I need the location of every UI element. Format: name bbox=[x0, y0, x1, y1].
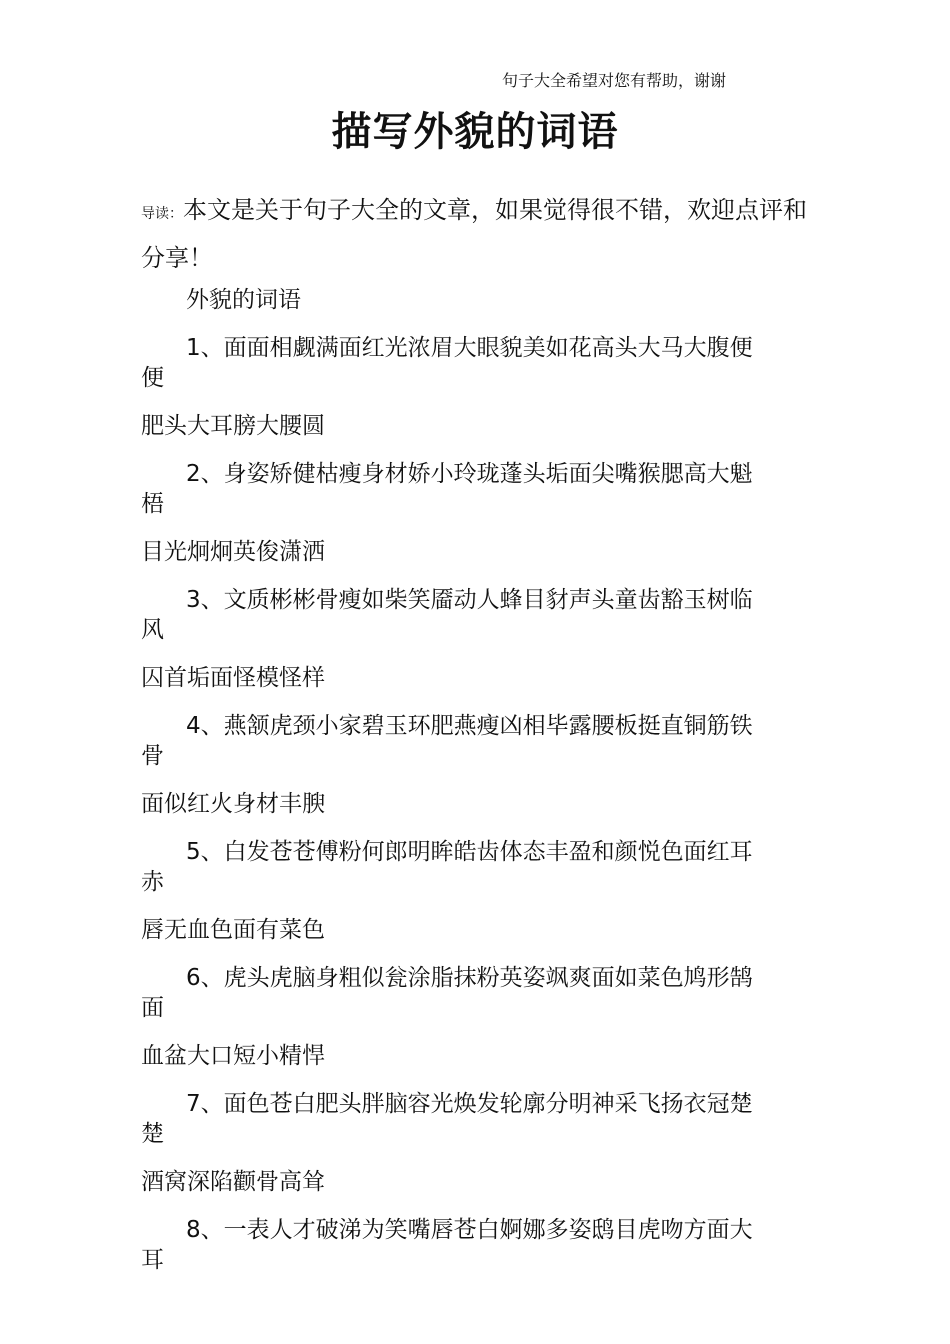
entry-6 bbox=[141, 963, 791, 1071]
entry-8-wrap: 耳 bbox=[141, 1247, 164, 1273]
entry-7 bbox=[141, 1089, 791, 1197]
entry-4-continuation: 面似红火身材丰腴 bbox=[141, 791, 325, 817]
entry-2 bbox=[141, 459, 791, 567]
entry-3-continuation: 囚首垢面怪模怪样 bbox=[141, 665, 325, 691]
entry-7-line: 7、面色苍白肥头胖脑容光焕发轮廓分明神采飞扬衣冠楚 bbox=[186, 1091, 753, 1117]
entry-2-line: 2、身姿矫健枯瘦身材娇小玲珑蓬头垢面尖嘴猴腮高大魁 bbox=[186, 461, 753, 487]
entry-5 bbox=[141, 837, 791, 945]
entry-5-wrap: 赤 bbox=[141, 869, 164, 895]
header-note: 句子大全希望对您有帮助，谢谢 bbox=[502, 73, 727, 90]
intro-lead-label: 导读： bbox=[141, 206, 183, 222]
entry-3 bbox=[141, 585, 791, 693]
entry-3-line: 3、文质彬彬骨瘦如柴笑靥动人蜂目豺声头童齿豁玉树临 bbox=[186, 587, 753, 613]
intro-text: 本文是关于句子大全的文章，如果觉得很不错，欢迎点评和分享！ bbox=[141, 196, 807, 272]
entry-6-wrap: 面 bbox=[141, 995, 164, 1021]
entry-3-wrap: 风 bbox=[141, 617, 164, 643]
entry-4-wrap: 骨 bbox=[141, 743, 164, 769]
entry-8 bbox=[141, 1215, 791, 1275]
entry-2-wrap: 梧 bbox=[141, 491, 164, 517]
entry-1-continuation: 肥头大耳膀大腰圆 bbox=[141, 413, 325, 439]
entry-1-wrap: 便 bbox=[141, 365, 164, 391]
page-title: 描写外貌的词语 bbox=[331, 109, 619, 155]
section-heading: 外貌的词语 bbox=[186, 287, 301, 313]
entry-8-line: 8、一表人才破涕为笑嘴唇苍白婀娜多姿鸱目虎吻方面大 bbox=[186, 1217, 753, 1243]
entry-5-line: 5、白发苍苍傅粉何郎明眸皓齿体态丰盈和颜悦色面红耳 bbox=[186, 839, 753, 865]
entry-4 bbox=[141, 711, 791, 819]
intro-paragraph bbox=[141, 188, 811, 280]
entry-1 bbox=[141, 333, 791, 441]
entry-7-continuation: 酒窝深陷颧骨高耸 bbox=[141, 1169, 325, 1195]
entry-6-continuation: 血盆大口短小精悍 bbox=[141, 1043, 325, 1069]
entry-4-line: 4、燕颔虎颈小家碧玉环肥燕瘦凶相毕露腰板挺直铜筋铁 bbox=[186, 713, 753, 739]
entry-6-line: 6、虎头虎脑身粗似瓮涂脂抹粉英姿飒爽面如菜色鸠形鹄 bbox=[186, 965, 753, 991]
entry-2-continuation: 目光炯炯英俊潇洒 bbox=[141, 539, 325, 565]
entry-5-continuation: 唇无血色面有菜色 bbox=[141, 917, 325, 943]
entry-1-line: 1、面面相觑满面红光浓眉大眼貌美如花高头大马大腹便 bbox=[186, 335, 753, 361]
entry-7-wrap: 楚 bbox=[141, 1121, 164, 1147]
